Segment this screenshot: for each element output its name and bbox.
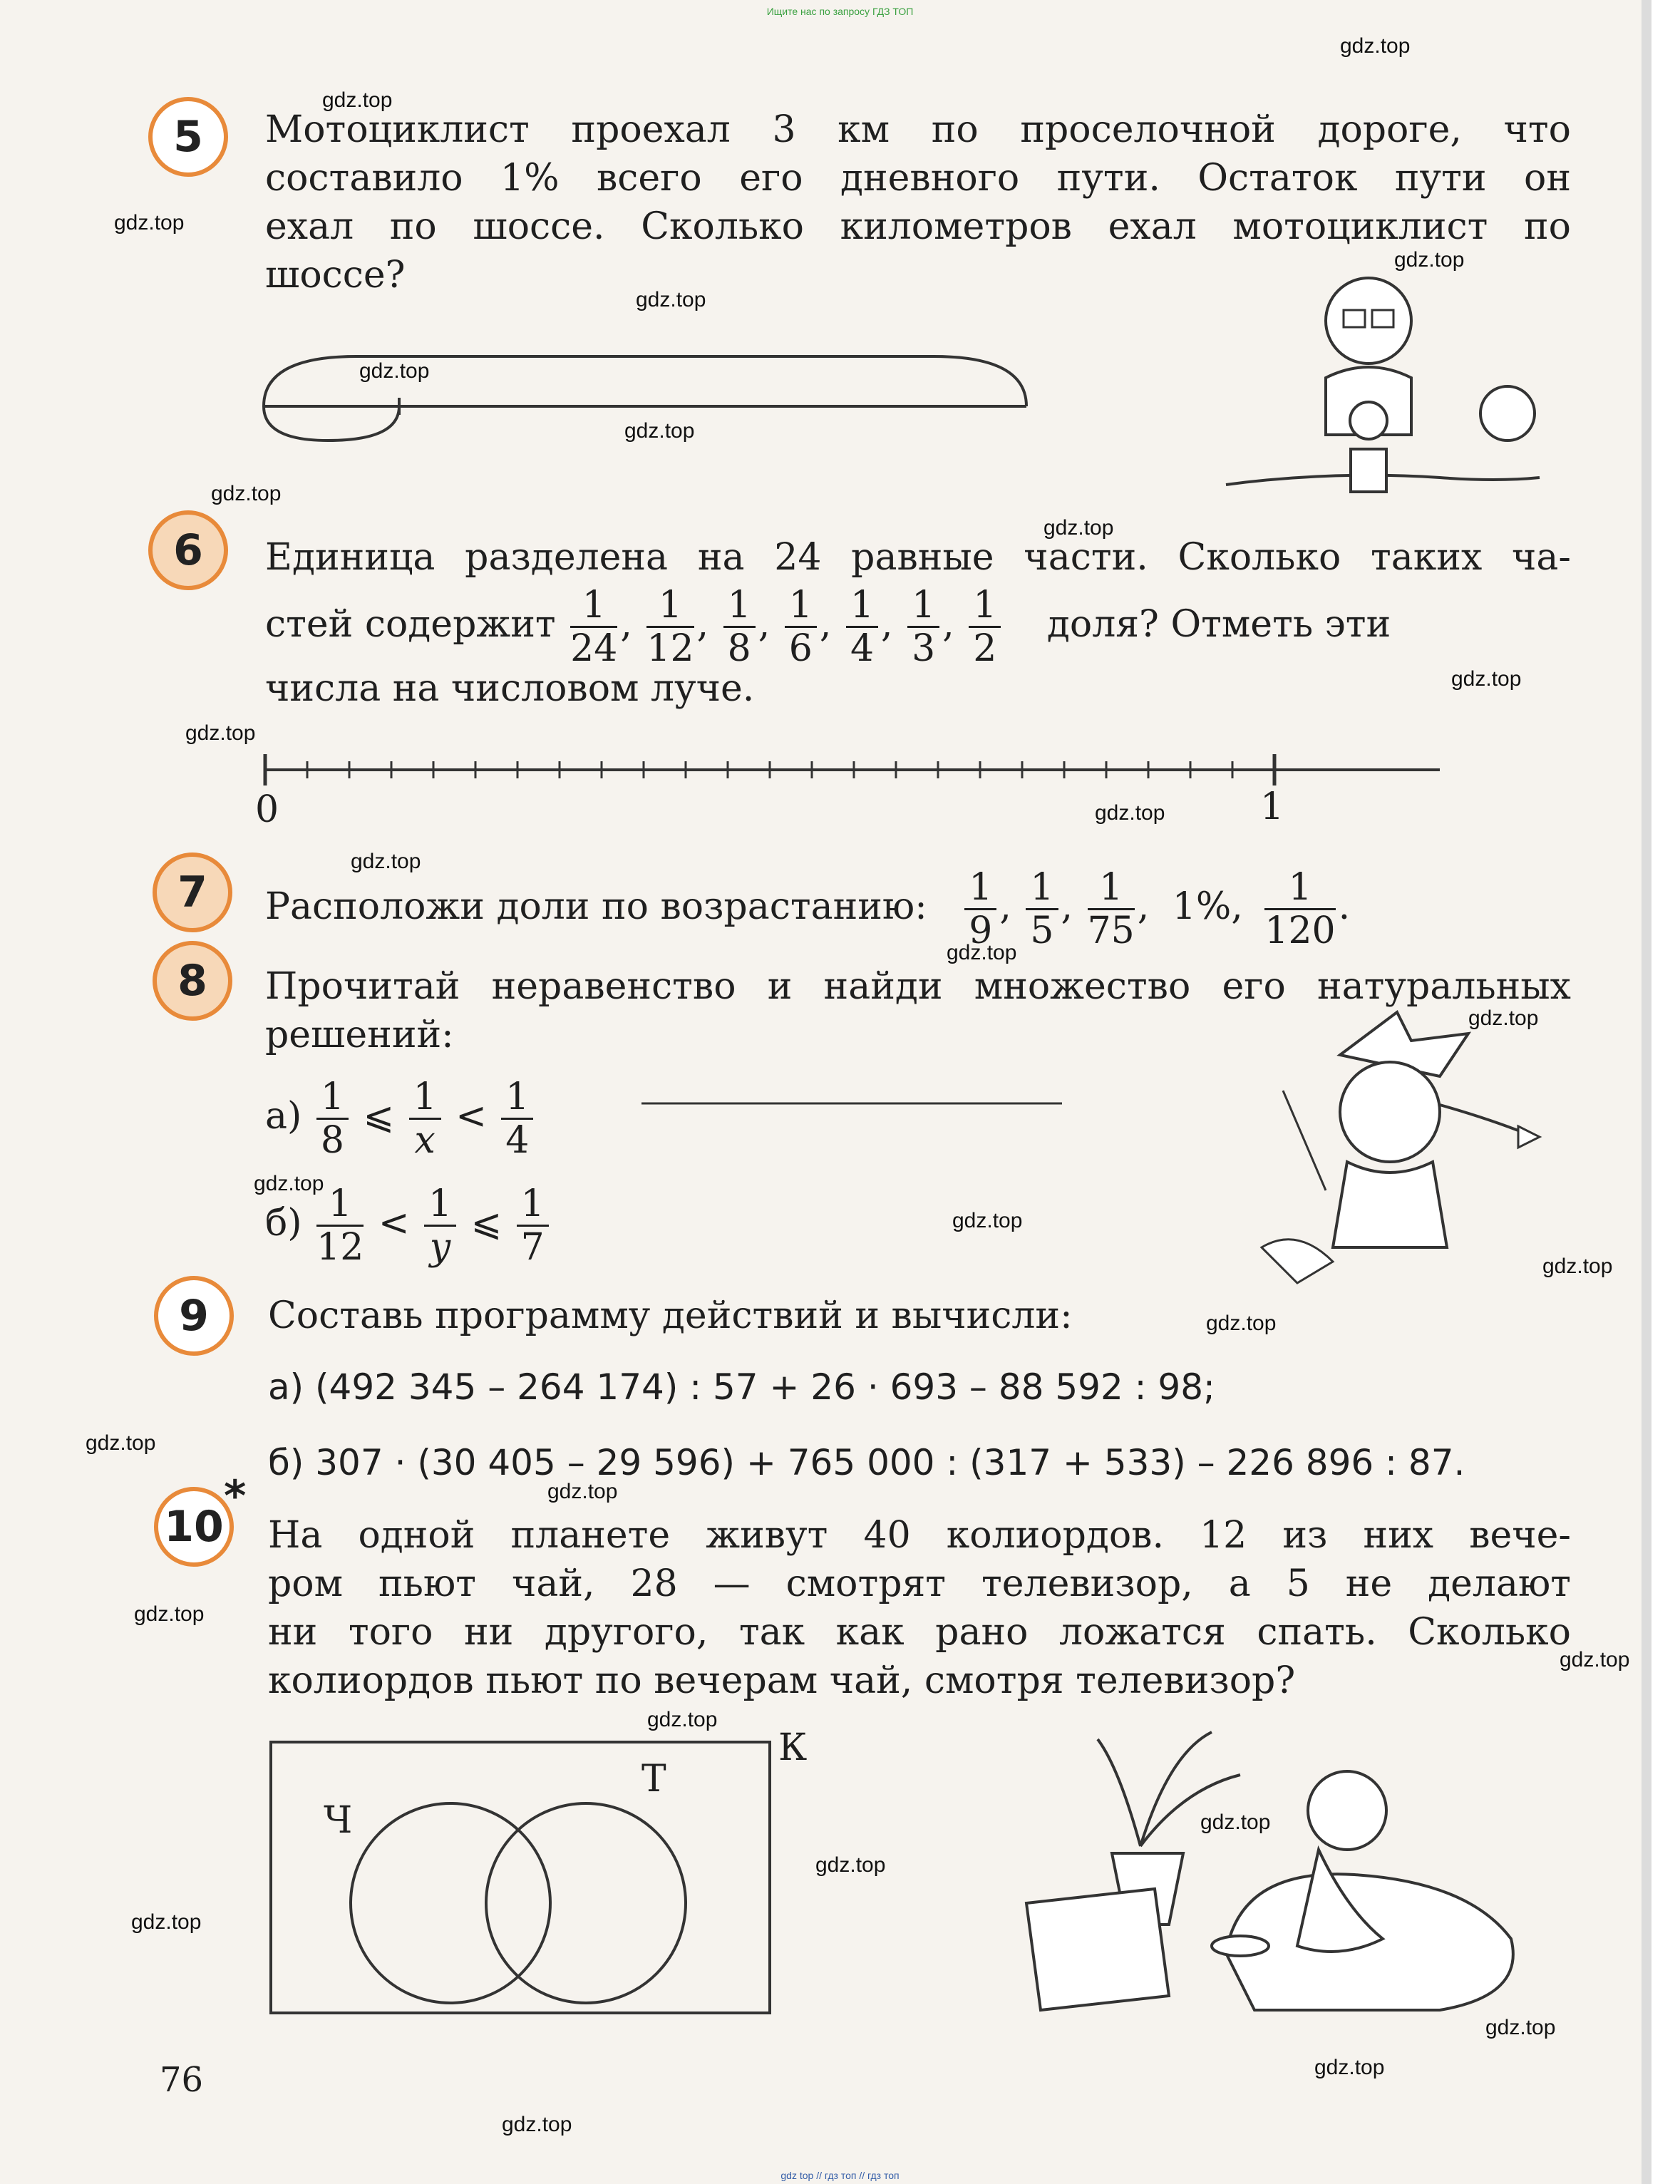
task-10-line: На одной планете живут 40 колиордов. 12 из них вече- [268, 1514, 1571, 1557]
set-ch-circle [351, 1803, 550, 2003]
task-10-line: ни того ни другого, так как рано ложатся спать. Сколько [268, 1611, 1571, 1654]
fraction: $\frac{1}{y}$ [424, 1183, 456, 1268]
operator: < [455, 1095, 487, 1138]
watermark: gdz.top [952, 1209, 1023, 1232]
task-8-line: решений: [265, 1014, 454, 1056]
watermark: gdz.top [322, 88, 393, 112]
footer-note: gdz top // гдз топ // гдз топ [780, 2170, 900, 2181]
watermark: gdz.top [131, 1910, 202, 1934]
task-5-line: составило 1% всего его дневного пути. Остаток пути он [265, 157, 1571, 200]
watermark: gdz.top [647, 1708, 718, 1731]
watermark: gdz.top [1542, 1255, 1613, 1278]
fraction: $\frac{1}{6}$ [785, 584, 817, 669]
task-6-line: числа на числовом луче. [265, 667, 755, 710]
item-label: б) [265, 1202, 302, 1245]
difficulty-star: * [224, 1471, 247, 1521]
task-number-badge: 5 [148, 97, 228, 177]
task-5-line: ехал по шоссе. Сколько километров ехал мотоциклист по [265, 205, 1571, 248]
watermark: gdz.top [1043, 516, 1114, 540]
item-label: а) [265, 1095, 302, 1138]
operator: ⩽ [363, 1095, 395, 1138]
ray-label-zero: 0 [255, 788, 279, 831]
task-8-line: Прочитай неравенство и найди множество его натуральных [265, 965, 1571, 1008]
answer-line [641, 1101, 1069, 1108]
set-k-rectangle [271, 1742, 770, 2013]
task-10-line: ром пьют чай, 28 — смотрят телевизор, а 5 не делают [268, 1562, 1571, 1605]
fraction: $\frac{1}{4}$ [846, 584, 878, 669]
task-6-line-start: стей содержит [265, 603, 556, 646]
watermark: gdz.top [1095, 801, 1165, 825]
percent-value: 1% [1172, 885, 1232, 928]
watermark: gdz.top [624, 419, 695, 443]
fraction: $\frac{1}{5}$ [1026, 867, 1058, 952]
task-9-text: Составь программу действий и вычисли: [268, 1294, 1073, 1337]
watermark: gdz.top [1485, 2016, 1556, 2039]
alien-watching-tv-illustration [1012, 1725, 1540, 2024]
task-number-badge: 10 [154, 1487, 234, 1567]
ray-label-one: 1 [1260, 785, 1284, 828]
task-number-badge: 6 [148, 510, 228, 590]
watermark: gdz.top [815, 1853, 886, 1877]
header-note: Ищите нас по запросу ГДЗ ТОП [766, 6, 914, 17]
character-with-quill-illustration [1254, 1012, 1568, 1297]
fraction: $\frac{1}{24}$ [570, 584, 618, 670]
fraction: $\frac{1}{75}$ [1087, 866, 1135, 952]
task-6-line-end: доля? Отметь эти [1046, 603, 1391, 646]
watermark: gdz.top [947, 941, 1017, 964]
venn-label-ch: Ч [324, 1799, 353, 1842]
watermark: gdz.top [86, 1431, 156, 1455]
task-5-line: шоссе? [265, 254, 406, 297]
motorcyclist-illustration [1226, 271, 1540, 506]
fraction: $\frac{1}{4}$ [501, 1076, 533, 1161]
fraction: $\frac{1}{8}$ [723, 584, 756, 669]
watermark: gdz.top [185, 721, 256, 745]
fraction: $\frac{1}{120}$ [1264, 866, 1336, 952]
watermark: gdz.top [1200, 1810, 1271, 1834]
fraction: $\frac{1}{2}$ [969, 584, 1001, 669]
watermark: gdz.top [1468, 1006, 1539, 1030]
watermark: gdz.top [1394, 248, 1465, 272]
page-number: 76 [160, 2060, 204, 2100]
task-number-badge: 8 [153, 941, 232, 1021]
watermark: gdz.top [502, 2113, 572, 2136]
watermark: gdz.top [351, 850, 421, 873]
watermark: gdz.top [1206, 1312, 1277, 1335]
fraction: $\frac{1}{8}$ [316, 1076, 349, 1161]
inequality-b [265, 1183, 552, 1268]
task-5-line: Мотоциклист проехал 3 км по проселочной дороге, что [265, 108, 1571, 151]
fraction: $\frac{1}{7}$ [517, 1183, 549, 1268]
task-number-badge: 9 [154, 1276, 234, 1356]
task-7-line: Расположи доли по возрастанию: $\frac{1}{9}$ , $\frac{1}{5}$ , $\frac{1}{75}$ , 1%, $\frac{1}{120}$ . [265, 866, 1351, 952]
watermark: gdz.top [1340, 34, 1411, 58]
venn-label-t: Т [641, 1758, 666, 1801]
operator: < [378, 1202, 410, 1245]
fraction: $\frac{1}{9}$ [964, 867, 996, 952]
inequality-a [265, 1076, 536, 1161]
task-number-badge: 7 [153, 853, 232, 932]
path-scheme-diagram [257, 342, 1041, 456]
page-gutter-shadow [1642, 0, 1651, 2184]
task-9-expression-a: а) (492 345 – 264 174) : 57 + 26 · 693 – 88 592 : 98; [268, 1366, 1215, 1408]
watermark: gdz.top [134, 1602, 205, 1626]
venn-diagram [268, 1739, 795, 2024]
page-edge [1651, 0, 1680, 2184]
fraction: $\frac{1}{12}$ [316, 1183, 364, 1269]
watermark: gdz.top [254, 1172, 324, 1195]
watermark: gdz.top [636, 288, 706, 311]
task-6-line: Единица разделена на 24 равные части. Сколько таких ча- [265, 536, 1571, 579]
task-7-text: Расположи доли по возрастанию: [265, 885, 927, 928]
fraction: $\frac{1}{x}$ [409, 1076, 441, 1161]
venn-label-k: К [778, 1726, 808, 1769]
task-6-fraction-line: стей содержит $\frac{1}{24}$ , $\frac{1}{12}$ , $\frac{1}{8}$ , $\frac{1}{6}$ , $\frac{1}{4}$ , $\frac{1}{3}$ , $\frac{1}{2}$ доля? Отметь эти [265, 584, 1391, 670]
watermark: gdz.top [1451, 667, 1522, 691]
watermark: gdz.top [359, 359, 430, 383]
task-10-line: колиордов пьют по вечерам чай, смотря телевизор? [268, 1659, 1296, 1702]
fraction: $\frac{1}{12}$ [646, 584, 694, 670]
watermark: gdz.top [114, 211, 185, 235]
watermark: gdz.top [1560, 1648, 1630, 1672]
operator: ⩽ [470, 1202, 503, 1245]
watermark: gdz.top [211, 482, 282, 505]
watermark: gdz.top [547, 1480, 618, 1503]
fraction: $\frac{1}{3}$ [907, 584, 939, 669]
task-9-expression-b: б) 307 · (30 405 – 29 596) + 765 000 : (317 + 533) – 226 896 : 87. [268, 1442, 1465, 1483]
watermark: gdz.top [1314, 2056, 1385, 2079]
set-t-circle [486, 1803, 686, 2003]
